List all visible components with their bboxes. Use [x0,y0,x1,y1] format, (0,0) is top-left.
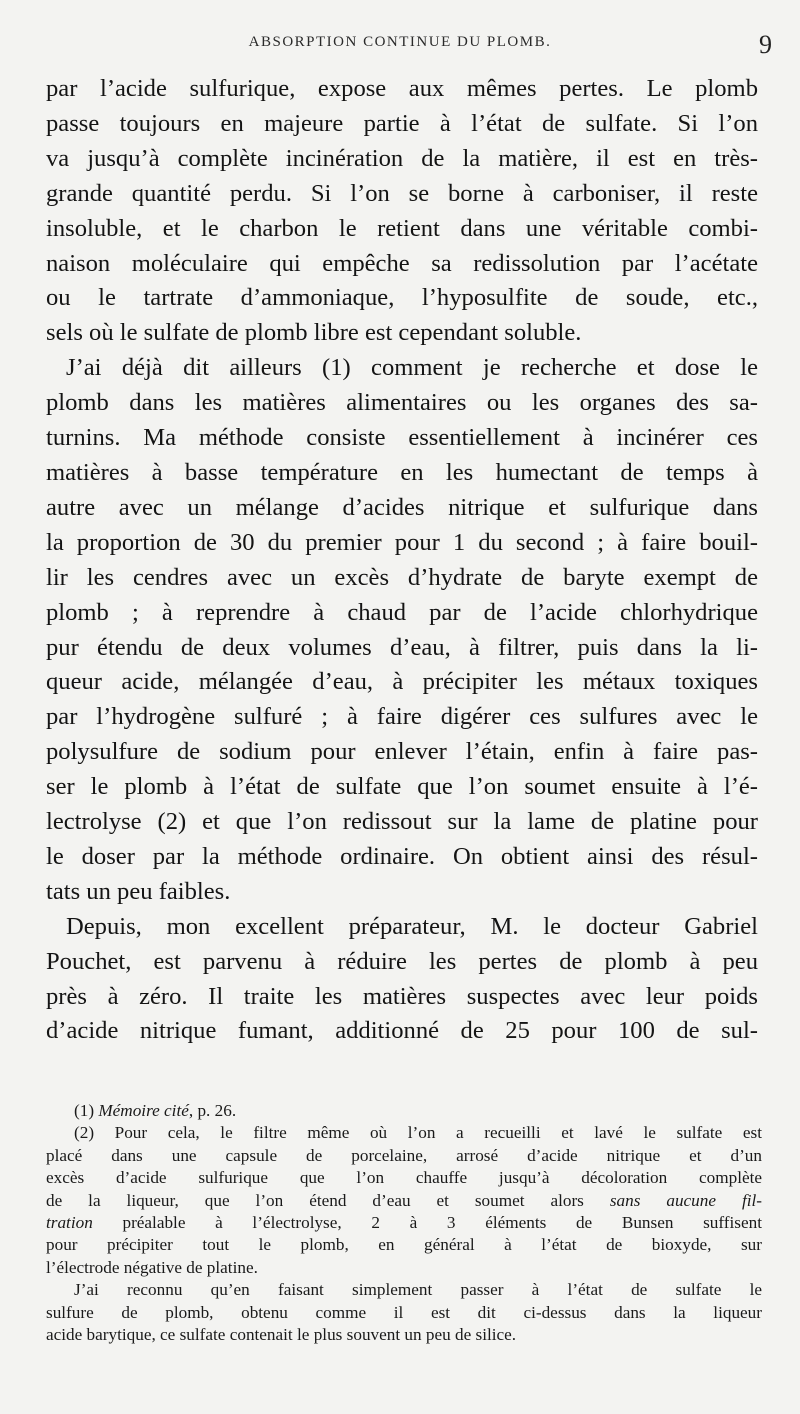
text-line: sels où le sulfate de plomb libre est cependant soluble. [46,319,582,347]
text-line: lir les cendres avec un excès d’hydrate de baryte exempt de [46,563,758,591]
text-line: Depuis, mon excellent préparateur, M. le docteur Gabriel [66,912,758,940]
text-line: lectrolyse (2) et que l’on redissout sur la lame de platine pour [46,808,758,836]
footnote-line: J’ai reconnu qu’en faisant simplement passer à l’état de sulfate le [74,1280,762,1300]
paragraph-1 [46,72,758,351]
footnote-text: de la liqueur, que l’on étend d’eau et soumet alors [46,1190,610,1210]
footnote-line: l’électrode négative de platine. [46,1257,258,1277]
text-line: autre avec un mélange d’acides nitrique et sulfurique dans [46,493,758,521]
footnote-italic: sans aucune fil- [609,1190,763,1210]
text-line: turnins. Ma méthode consiste essentiellement à incinérer ces [46,424,758,452]
footnote-line: placé dans une capsule de porcelaine, arrosé d’acide nitrique et d’un [46,1145,762,1165]
text-line: d’acide nitrique fumant, additionné de 25 pour 100 de sul- [46,1017,758,1045]
footnotes [46,1100,762,1346]
text-line: tats un peu faibles. [46,877,231,905]
text-line: plomb dans les matières alimentaires ou les organes des sa- [46,389,758,417]
footnote-1-prefix: (1) [74,1101,99,1120]
footnote-1-citation: Mémoire cité [98,1101,189,1120]
paragraph-3 [46,910,758,1050]
text-line: par l’hydrogène sulfuré ; à faire digérer ces sulfures avec le [46,703,758,731]
text-line: va jusqu’à complète incinération de la matière, il est en très- [46,144,758,172]
text-line: insoluble, et le charbon le retient dans une véritable combi- [46,214,758,242]
page-number: 9 [759,30,772,59]
footnote-line: excès d’acide sulfurique que l’on chauffe jusqu’à décoloration complète [46,1168,762,1188]
text-line: matières à basse température en les humectant de temps à [46,458,758,486]
body-text [46,72,758,1049]
footnote-line: (2) Pour cela, le filtre même où l’on a recueilli et lavé le sulfate est [74,1123,762,1143]
footnote-text: préalable à l’électrolyse, 2 à 3 éléments de Bunsen suffisent [92,1213,762,1233]
footnote-line: sulfure de plomb, obtenu comme il est dit ci-dessus dans la liqueur [46,1302,762,1322]
footnote-1 [46,1100,762,1122]
text-line: pur étendu de deux volumes d’eau, à filtrer, puis dans la li- [46,633,758,661]
footnote-line [46,1190,762,1212]
text-line: Pouchet, est parvenu à réduire les pertes de plomb à peu [46,947,758,975]
footnote-line: pour précipiter tout le plomb, en général à l’état de bioxyde, sur [46,1235,762,1255]
paragraph-2 [46,351,758,910]
text-line: ou le tartrate d’ammoniaque, l’hyposulfite de soude, etc., [46,284,758,312]
text-line: queur acide, mélangée d’eau, à précipiter les métaux toxiques [46,668,758,696]
text-line: par l’acide sulfurique, expose aux mêmes pertes. Le plomb [46,75,758,102]
text-line: près à zéro. Il traite les matières suspectes avec leur poids [46,982,758,1010]
text-line: la proportion de 30 du premier pour 1 du second ; à faire bouil- [46,528,758,556]
text-line: le doser par la méthode ordinaire. On obtient ainsi des résul- [46,842,758,870]
text-line: polysulfure de sodium pour enlever l’étain, enfin à faire pas- [46,738,758,766]
running-title: ABSORPTION CONTINUE DU PLOMB. [248,34,552,50]
footnote-line: acide barytique, ce sulfate contenait le plus souvent un peu de silice. [46,1325,517,1345]
footnote-line [46,1212,762,1234]
text-line: grande quantité perdu. Si l’on se borne à carboniser, il reste [46,179,758,207]
footnote-1-suffix: , p. 26. [188,1101,237,1120]
text-line: plomb ; à reprendre à chaud par de l’acide chlorhydrique [46,598,758,626]
text-line: ser le plomb à l’état de sulfate que l’on soumet ensuite à l’é- [46,773,758,801]
footnote-italic: tration [46,1213,93,1233]
text-line: naison moléculaire qui empêche sa redissolution par l’acétate [46,249,758,277]
running-head [0,30,800,60]
text-line: J’ai déjà dit ailleurs (1) comment je recherche et dose le [66,354,758,382]
text-line: passe toujours en majeure partie à l’état de sulfate. Si l’on [46,109,758,137]
